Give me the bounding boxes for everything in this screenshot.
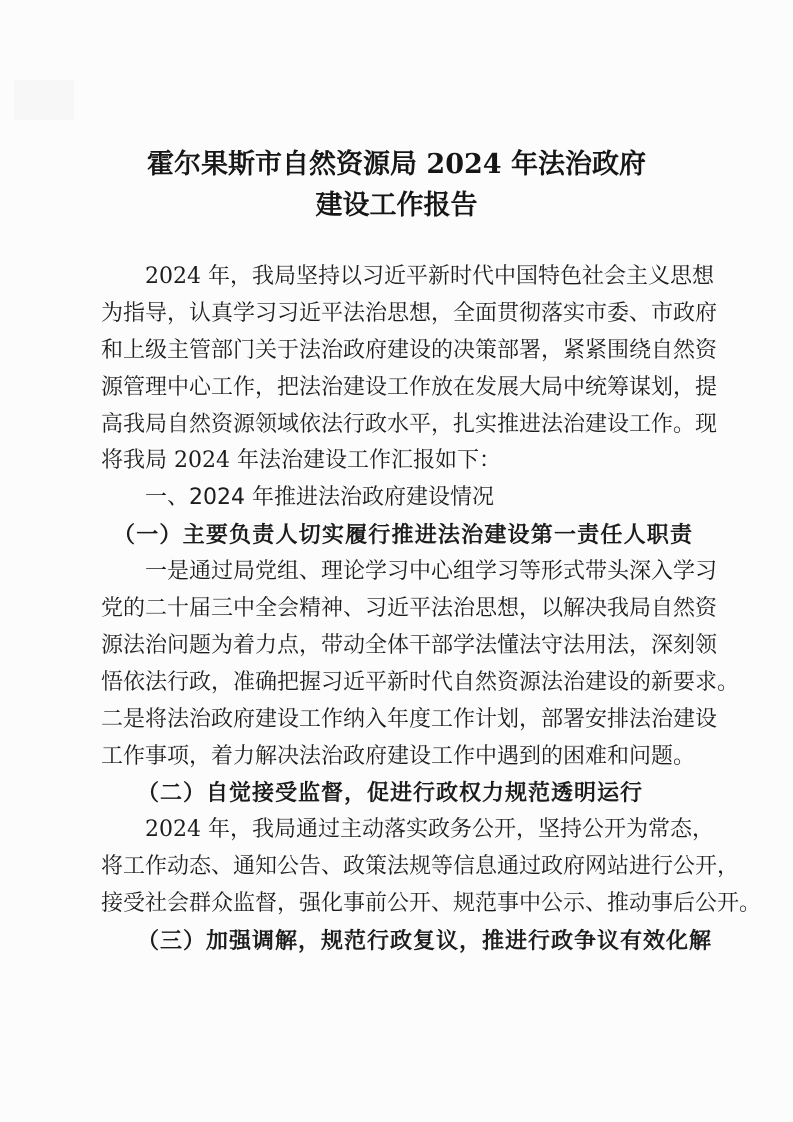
subsection-2-line: 2024 年，我局通过主动落实政务公开，坚持公开为常态， <box>145 817 714 843</box>
subsection-heading-2: （二）自觉接受监督，促进行政权力规范透明运行 <box>137 780 644 807</box>
document-body <box>101 259 762 960</box>
subsection-2-line: 接受社会群众监督，强化事前公开、规范事中公示、推动事后公开。 <box>101 891 762 917</box>
subsection-2-line: 将工作动态、通知公告、政策法规等信息通过政府网站进行公开， <box>101 854 740 880</box>
intro-line: 源管理中心工作，把法治建设工作放在发展大局中统筹谋划，提 <box>101 374 718 400</box>
section-heading-1: 一、2024 年推进法治政府建设情况 <box>145 485 494 511</box>
intro-line: 将我局 2024 年法治建设工作汇报如下： <box>101 448 501 474</box>
intro-line: 和上级主管部门关于法治政府建设的决策部署，紧紧围绕自然资 <box>101 337 718 363</box>
intro-line: 为指导，认真学习习近平法治思想，全面贯彻落实市委、市政府 <box>101 300 718 326</box>
subsection-1-line: 悟依法行政，准确把握习近平新时代自然资源法治建设的新要求。 <box>101 669 740 695</box>
document-title-line-1: 霍尔果斯市自然资源局 2024 年法治政府 <box>147 149 646 180</box>
intro-line: 2024 年，我局坚持以习近平新时代中国特色社会主义思想 <box>145 264 714 289</box>
subsection-1-line: 二是将法治政府建设工作纳入年度工作计划，部署安排法治建设 <box>101 706 718 732</box>
subsection-1-line: 党的二十届三中全会精神、习近平法治思想，以解决我局自然资 <box>101 596 718 622</box>
scan-artifact <box>14 80 74 120</box>
subsection-1-line: 一是通过局党组、理论学习中心组学习等形式带头深入学习 <box>145 559 718 585</box>
subsection-1-line: 源法治问题为着力点，带动全体干部学法懂法守法用法，深刻领 <box>101 632 718 658</box>
subsection-heading-1: （一）主要负责人切实履行推进法治建设第一责任人职责 <box>113 522 693 549</box>
subsection-heading-3: （三）加强调解，规范行政复议，推进行政争议有效化解 <box>137 928 713 955</box>
intro-line: 高我局自然资源领域依法行政水平，扎实推进法治建设工作。现 <box>101 411 718 437</box>
subsection-1-line: 工作事项，着力解决法治政府建设工作中遇到的困难和问题。 <box>101 743 696 769</box>
document-title-line-2: 建设工作报告 <box>315 190 478 221</box>
